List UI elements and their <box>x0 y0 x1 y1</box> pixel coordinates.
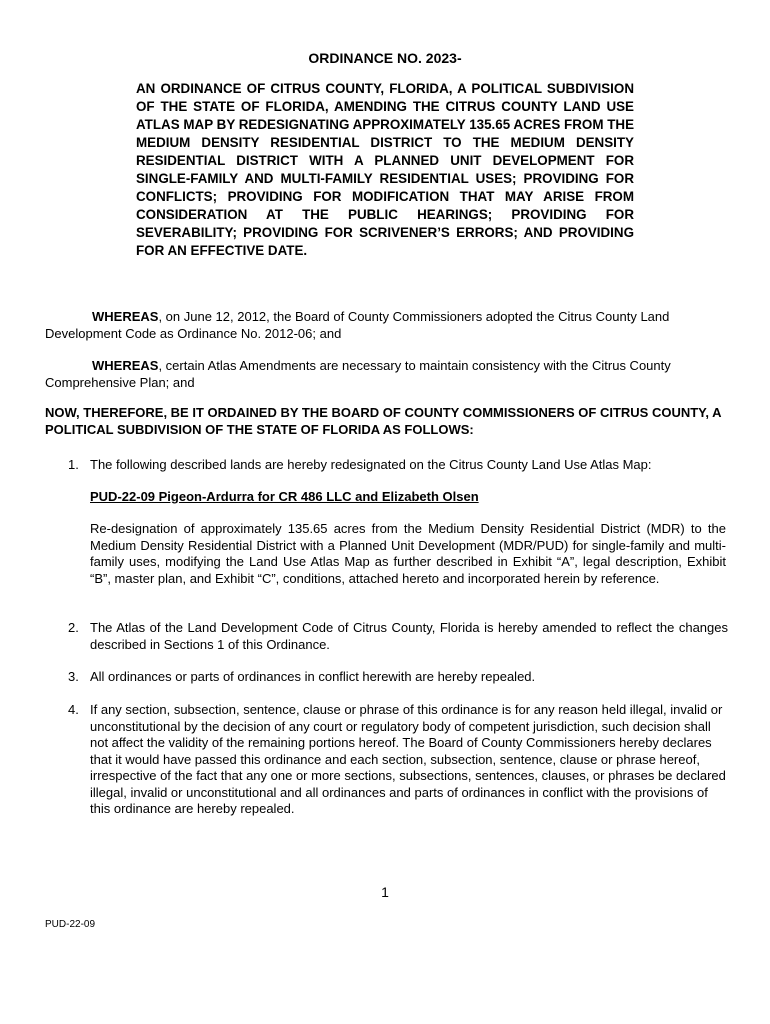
section-text: The Atlas of the Land Development Code of Citrus County, Florida is hereby amended to reflect the changes described in Sections 1 of this Ordinance. <box>90 620 728 652</box>
footer-code: PUD-22-09 <box>45 919 96 930</box>
whereas-lead: WHEREAS <box>92 309 159 324</box>
pud-heading: PUD-22-09 Pigeon-Ardurra for CR 486 LLC and Elizabeth Olsen <box>90 489 479 504</box>
section-text: The following described lands are hereby redesignated on the Citrus County Land Use Atlas Map: <box>90 457 652 472</box>
section-number: 2. <box>68 620 79 635</box>
section-number: 1. <box>68 457 79 472</box>
whereas-text: , certain Atlas Amendments are necessary to maintain consistency with the Citrus County Comprehensive Plan; and <box>45 358 671 390</box>
section-item-3 <box>68 669 728 686</box>
ordinance-number: ORDINANCE NO. 2023- <box>308 50 462 66</box>
whereas-clause-1 <box>45 309 727 342</box>
now-therefore-clause: NOW, THEREFORE, BE IT ORDAINED BY THE BOARD OF COUNTY COMMISSIONERS OF CITRUS COUNTY, A POLITICAL SUBDIVISION OF THE STATE OF FLORIDA AS FOLLOWS: <box>45 405 722 437</box>
section-item-1 <box>68 457 728 474</box>
whereas-clause-2 <box>45 358 727 391</box>
ordinance-title: AN ORDINANCE OF CITRUS COUNTY, FLORIDA, A POLITICAL SUBDIVISION OF THE STATE OF FLORIDA, AMENDING THE CITRUS COUNTY LAND USE ATLAS MAP BY REDESIGNATING APPROXIMATELY 135.65 ACRES FROM THE MEDIUM DENSITY RESIDENTIAL DISTRICT TO THE MEDIUM DENSITY RESIDENTIAL DISTRICT WITH A PLANNED UNIT DEVELOPMENT FOR SINGLE-FAMILY AND MULTI-FAMILY RESIDENTIAL USES; PROVIDING FOR CONFLICTS; PROVIDING FOR MODIFICATION THAT MAY ARISE FROM CONSIDERATION AT THE PUBLIC HEARINGS; PROVIDING FOR SEVERABILITY; PROVIDING FOR SCRIVENER’S ERRORS; AND PROVIDING FOR AN EFFECTIVE DATE. <box>136 81 634 258</box>
section-number: 4. <box>68 702 79 717</box>
whereas-lead: WHEREAS <box>92 358 159 373</box>
whereas-text: , on June 12, 2012, the Board of County Commissioners adopted the Citrus County Land Development Code as Ordinance No. 2012-06; and <box>45 309 670 341</box>
page-number: 1 <box>381 884 389 900</box>
section-text: All ordinances or parts of ordinances in conflict herewith are hereby repealed. <box>90 669 536 684</box>
redesignation-paragraph: Re-designation of approximately 135.65 acres from the Medium Density Residential District (MDR) to the Medium Density Residential District with a Planned Unit Development (MDR/PUD) for single-family and multi-family uses, modifying the Land Use Atlas Map as further described in Exhibit “A”, legal description, Exhibit “B”, master plan, and Exhibit “C”, conditions, attached hereto and incorporated herein by reference. <box>90 521 726 586</box>
section-text: If any section, subsection, sentence, clause or phrase of this ordinance is for any reason held illegal, invalid or unconstitutional by the decision of any court or regulatory body of competent jurisdiction, such decision shall not affect the validity of the remaining portions hereof. The Board of County Commissioners hereby declares that it would have passed this ordinance and each section, subsection, sentence, clause or phrase hereof, irrespective of the fact that any one or more sections, subsections, sentences, clauses, or phrases be declared illegal, invalid or unconstitutional and all ordinances and parts of ordinances in conflict with the provisions of this ordinance are hereby repealed. <box>90 702 726 816</box>
section-number: 3. <box>68 669 79 684</box>
section-item-2 <box>68 620 728 653</box>
section-item-4 <box>68 702 728 818</box>
